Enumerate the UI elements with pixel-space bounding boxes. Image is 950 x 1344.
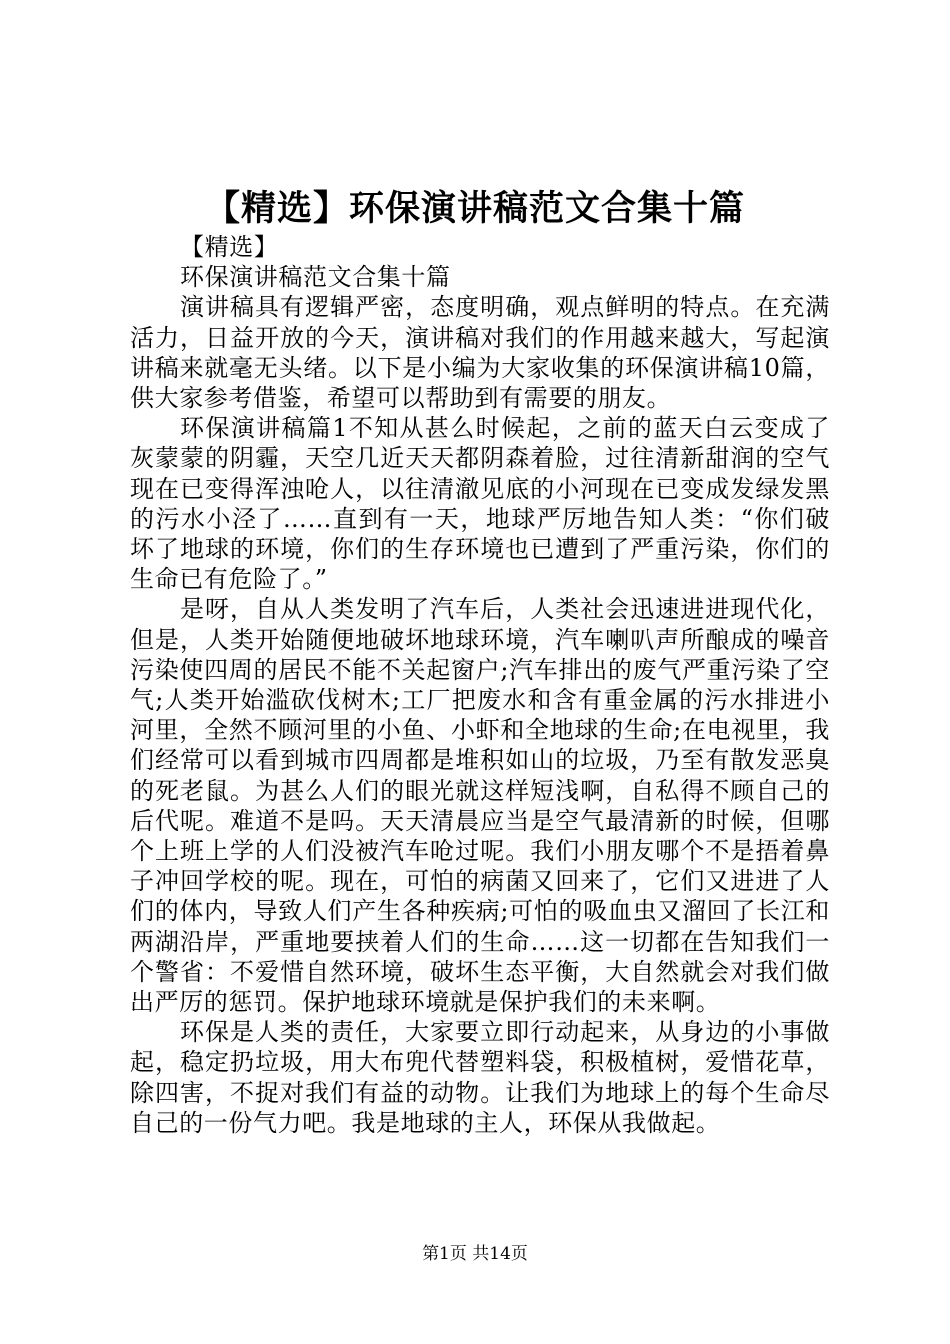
paragraph-pollution: 是呀，自从人类发明了汽车后，人类社会迅速进进现代化，但是，人类开始随便地破坏地球环境，汽车喇叭声所酿成的噪音污染使四周的居民不能不关起窗户;汽车排出的废气严重污染了空气;人类开始滥砍伐树木;工厂把废水和含有重金属的污水排进小河里，全然不顾河里的小鱼、小虾和全地球的生命;在电视里，我们经常可以看到城市四周都是堆积如山的垃圾，乃至有散发恶臭的死老鼠。为甚么人们的眼光就这样短浅啊，自私得不顾自己的后代呢。难道不是吗。天天清晨应当是空气最清新的时候，但哪个上班上学的人们没被汽车呛过呢。我们小朋友哪个不是捂着鼻子冲回学校的呢。现在，可怕的病菌又回来了，它们又进进了人们的体内，导致人们产生各种疾病;可怕的吸血虫又溜回了长江和两湖沿岸，严重地要挟着人们的生命……这一切都在告知我们一个警省：不爱惜自然环境，破坏生态平衡，大自然就会对我们做出严厉的惩罚。保护地球环境就是保护我们的未来啊。 [130, 595, 830, 1017]
paragraph-tag: 【精选】 [180, 233, 279, 261]
paragraph-subtitle: 环保演讲稿范文合集十篇 [180, 263, 451, 292]
paragraph-speech-1: 环保演讲稿篇1不知从甚么时候起，之前的蓝天白云变成了灰蒙蒙的阴霾，天空几近天天都阴森着脸，过往清新甜润的空气现在已变得浑浊呛人，以往清澈见底的小河现在已变成发绿发黑的污水小泾了……直到有一天，地球严厉地告知人类：“你们破坏了地球的环境，你们的生存环境也已遭到了严重污染，你们的生命已有危险了。” [130, 414, 830, 594]
document-body [130, 232, 830, 1138]
document-title: 【精选】环保演讲稿范文合集十篇 [204, 188, 745, 229]
paragraph-intro: 演讲稿具有逻辑严密，态度明确，观点鲜明的特点。在充满活力，日益开放的今天，演讲稿对我们的作用越来越大，写起演讲稿来就毫无头绪。以下是小编为大家收集的环保演讲稿10篇，供大家参考借鉴，希望可以帮助到有需要的朋友。 [130, 293, 830, 413]
page-footer: 第1页 共14页 [422, 1244, 528, 1264]
paragraph-call-to-action: 环保是人类的责任，大家要立即行动起来，从身边的小事做起，稳定扔垃圾，用大布兜代替塑料袋，积极植树，爱惜花草，除四害，不捉对我们有益的动物。让我们为地球上的每个生命尽自己的一份气力吧。我是地球的主人，环保从我做起。 [130, 1018, 830, 1137]
